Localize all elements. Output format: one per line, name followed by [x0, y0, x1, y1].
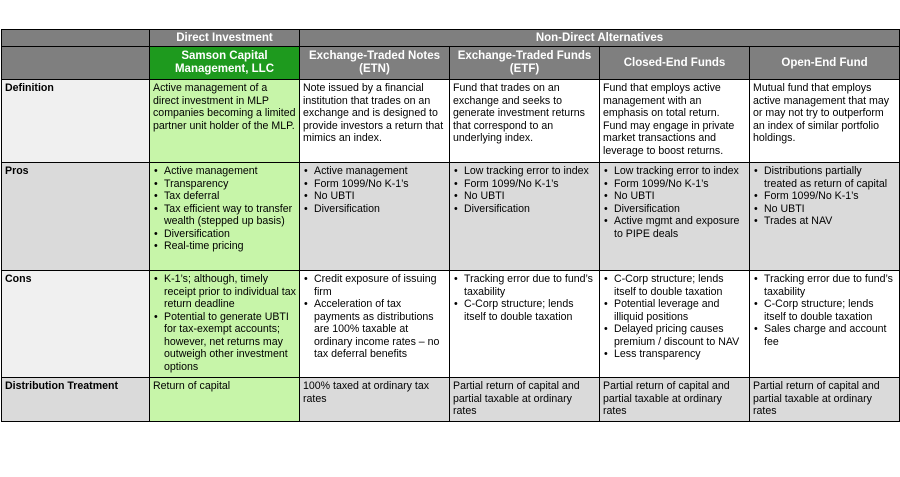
list-item: • Active management: [303, 165, 446, 178]
list-item: • Credit exposure of issuing firm: [303, 273, 446, 298]
cell-definition-samson: Active management of a direct investment in MLP companies becoming a limited partner unit holder of the MLP.: [150, 80, 300, 163]
row-pros: [2, 163, 900, 271]
row-cons: [2, 271, 900, 378]
list-item: • C-Corp structure; lends itself to double taxation: [603, 273, 746, 298]
col-header-etn: Exchange-Traded Notes (ETN): [300, 47, 450, 80]
list-item: • Diversification: [153, 228, 296, 241]
list-item: • Real-time pricing: [153, 240, 296, 253]
list-item: • C-Corp structure; lends itself to double taxation: [453, 298, 596, 323]
group-direct-investment: Direct Investment: [150, 30, 300, 47]
cell-distribution-open-end: Partial return of capital and partial taxable at ordinary rates: [750, 378, 900, 422]
cell-distribution-closed-end: Partial return of capital and partial taxable at ordinary rates: [600, 378, 750, 422]
list-item: • Form 1099/No K-1’s: [603, 178, 746, 191]
cell-cons-closed-end: [600, 271, 750, 378]
comparison-table: [1, 29, 900, 422]
list-item: • Sales charge and account fee: [753, 323, 896, 348]
list-item: • Low tracking error to index: [603, 165, 746, 178]
col-header-open-end: Open-End Fund: [750, 47, 900, 80]
list-item: • Tax deferral: [153, 190, 296, 203]
list-item: • Low tracking error to index: [453, 165, 596, 178]
list-item: • Distributions partially treated as return of capital: [753, 165, 896, 190]
cell-pros-closed-end: [600, 163, 750, 271]
cell-distribution-samson: Return of capital: [150, 378, 300, 422]
list-item: • No UBTI: [453, 190, 596, 203]
cell-cons-etn: [300, 271, 450, 378]
list-item: • No UBTI: [603, 190, 746, 203]
cell-cons-etf: [450, 271, 600, 378]
row-definition: [2, 80, 900, 163]
list-item: • Transparency: [153, 178, 296, 191]
list-item: • Form 1099/No K-1’s: [753, 190, 896, 203]
list-item: • C-Corp structure; lends itself to double taxation: [753, 298, 896, 323]
list-item: • Delayed pricing causes premium / discount to NAV: [603, 323, 746, 348]
list-item: • Trades at NAV: [753, 215, 896, 228]
group-non-direct-alternatives: Non-Direct Alternatives: [300, 30, 900, 47]
list-item: • No UBTI: [303, 190, 446, 203]
cell-pros-etn: [300, 163, 450, 271]
row-label-cons: Cons: [2, 271, 150, 378]
list-item: • K-1’s; although, timely receipt prior to individual tax return deadline: [153, 273, 296, 311]
row-label-definition: Definition: [2, 80, 150, 163]
list-item: • Diversification: [453, 203, 596, 216]
group-header-row: [2, 30, 900, 47]
row-label-distribution: Distribution Treatment: [2, 378, 150, 422]
cell-definition-closed-end: Fund that employs active management with an emphasis on total return. Fund may engage in private market transactions and leverage to boost returns.: [600, 80, 750, 163]
list-item: • Tracking error due to fund’s taxability: [753, 273, 896, 298]
list-item: • No UBTI: [753, 203, 896, 216]
cell-pros-etf: [450, 163, 600, 271]
list-item: • Active mgmt and exposure to PIPE deals: [603, 215, 746, 240]
row-label-pros: Pros: [2, 163, 150, 271]
cell-pros-samson: [150, 163, 300, 271]
cell-cons-open-end: [750, 271, 900, 378]
list-item: • Tax efficient way to transfer wealth (stepped up basis): [153, 203, 296, 228]
list-item: • Diversification: [603, 203, 746, 216]
list-item: • Form 1099/No K-1’s: [303, 178, 446, 191]
cell-distribution-etn: 100% taxed at ordinary tax rates: [300, 378, 450, 422]
list-item: • Form 1099/No K-1’s: [453, 178, 596, 191]
row-distribution-treatment: [2, 378, 900, 422]
corner-header-cell: [2, 30, 150, 47]
col-header-samson: Samson Capital Management, LLC: [150, 47, 300, 80]
col-header-closed-end: Closed-End Funds: [600, 47, 750, 80]
cell-cons-samson: [150, 271, 300, 378]
row-label-header-cell: [2, 47, 150, 80]
list-item: • Diversification: [303, 203, 446, 216]
list-item: • Less transparency: [603, 348, 746, 361]
col-header-etf: Exchange-Traded Funds (ETF): [450, 47, 600, 80]
list-item: • Acceleration of tax payments as distributions are 100% taxable at ordinary income rates – no tax deferral benefits: [303, 298, 446, 361]
list-item: • Active management: [153, 165, 296, 178]
cell-definition-etf: Fund that trades on an exchange and seeks to generate investment returns that correspond to an underlying index.: [450, 80, 600, 163]
column-header-row: [2, 47, 900, 80]
cell-pros-open-end: [750, 163, 900, 271]
list-item: • Potential to generate UBTI for tax-exempt accounts; however, net returns may outweigh other investment options: [153, 311, 296, 374]
list-item: • Tracking error due to fund’s taxability: [453, 273, 596, 298]
cell-distribution-etf: Partial return of capital and partial taxable at ordinary rates: [450, 378, 600, 422]
list-item: • Potential leverage and illiquid positions: [603, 298, 746, 323]
cell-definition-open-end: Mutual fund that employs active management that may or may not try to outperform an index of similar portfolio holdings.: [750, 80, 900, 163]
cell-definition-etn: Note issued by a financial institution that trades on an exchange and is designed to provide investors a return that mimics an index.: [300, 80, 450, 163]
